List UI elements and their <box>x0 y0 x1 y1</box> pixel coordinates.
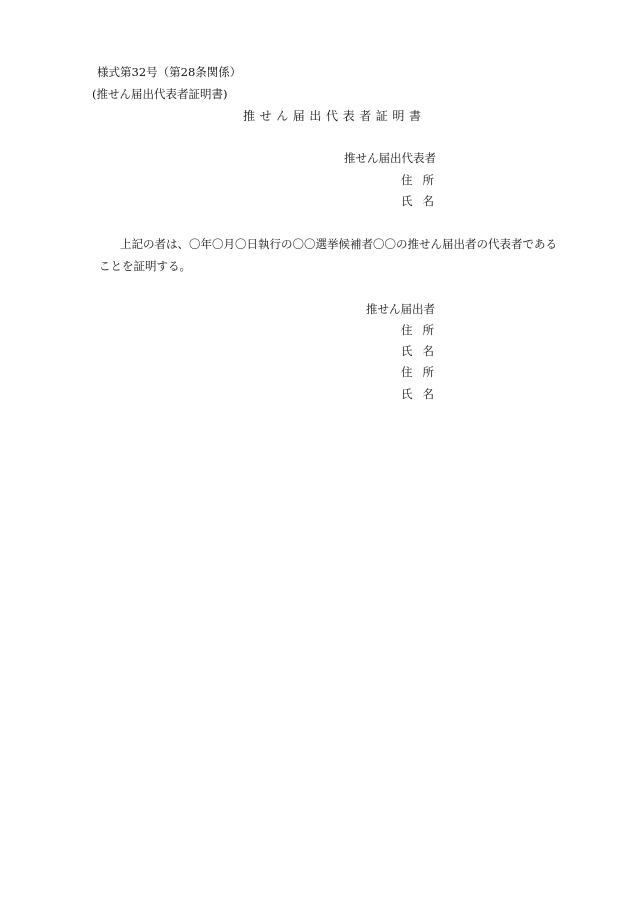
certification-text-line-2: ことを証明する。 <box>99 259 191 273</box>
certification-text-line-1: 上記の者は、〇年〇月〇日執行の〇〇選挙候補者〇〇の推せん届出者の代表者である <box>120 237 557 251</box>
document-title: 推せん届出代表者証明書 <box>243 109 426 123</box>
representative-address-label: 住所 <box>401 173 444 187</box>
recommender-1-address-label: 住所 <box>401 323 444 337</box>
recommender-2-name-label: 氏名 <box>401 387 444 401</box>
recommender-2-address-label: 住所 <box>401 365 444 379</box>
representative-name-label: 氏名 <box>401 194 444 208</box>
recommender-1-name-label: 氏名 <box>401 344 444 358</box>
form-subtitle: (推せん届出代表者証明書) <box>92 87 228 101</box>
recommenders-block-label: 推せん届出者 <box>366 302 435 316</box>
form-number: 様式第32号（第28条関係） <box>97 65 242 79</box>
representative-block-label: 推せん届出代表者 <box>344 151 436 165</box>
